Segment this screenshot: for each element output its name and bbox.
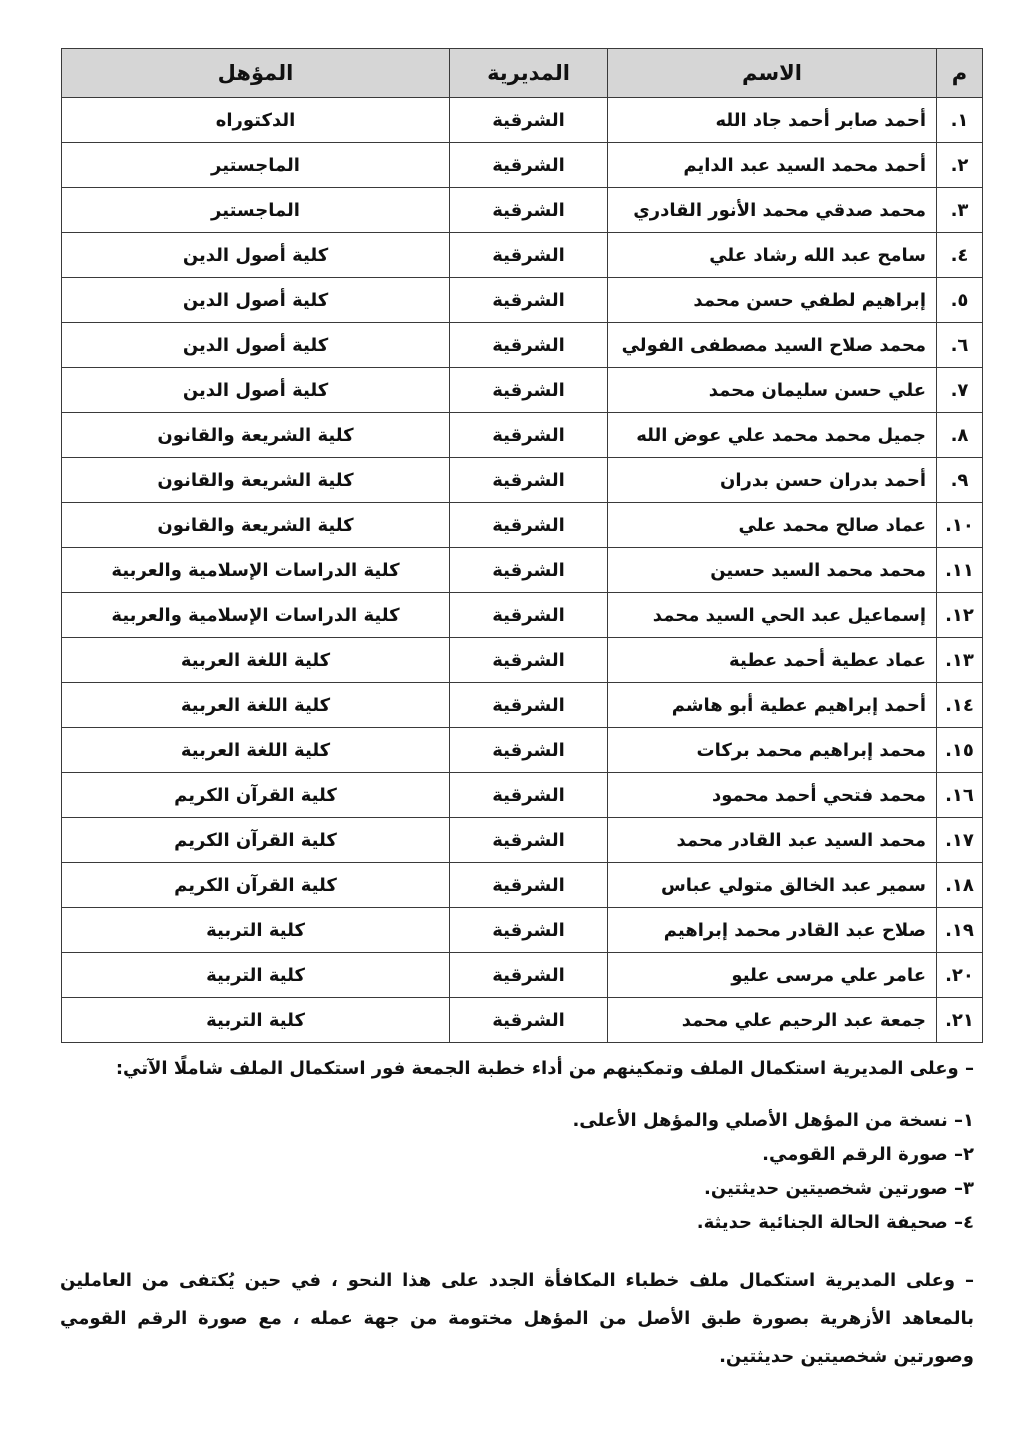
row-directorate: الشرقية: [450, 503, 608, 548]
row-directorate: الشرقية: [450, 233, 608, 278]
row-number: ١.: [937, 98, 983, 143]
row-qualification: كلية الشريعة والقانون: [62, 458, 450, 503]
table-body: [62, 98, 983, 1043]
row-number: ١٨.: [937, 863, 983, 908]
row-qualification: كلية أصول الدين: [62, 368, 450, 413]
row-qualification: كلية اللغة العربية: [62, 728, 450, 773]
row-number: ١٣.: [937, 638, 983, 683]
header-num: م: [937, 49, 983, 98]
row-directorate: الشرقية: [450, 818, 608, 863]
row-qualification: كلية الشريعة والقانون: [62, 503, 450, 548]
table-row: [62, 818, 983, 863]
row-qualification: الماجستير: [62, 188, 450, 233]
row-directorate: الشرقية: [450, 773, 608, 818]
row-number: ٣.: [937, 188, 983, 233]
row-number: ١٢.: [937, 593, 983, 638]
notes-intro: – وعلى المديرية استكمال الملف وتمكينهم من أداء خطبة الجمعة فور استكمال الملف شاملًا الآتي:: [115, 1058, 974, 1079]
row-qualification: كلية الدراسات الإسلامية والعربية: [62, 548, 450, 593]
row-name: محمد صلاح السيد مصطفى الفولي: [608, 323, 937, 368]
table-row: [62, 323, 983, 368]
row-directorate: الشرقية: [450, 188, 608, 233]
row-directorate: الشرقية: [450, 98, 608, 143]
requirements-list: [60, 1104, 974, 1240]
table-row: [62, 233, 983, 278]
preachers-table: [61, 48, 983, 1043]
row-directorate: الشرقية: [450, 683, 608, 728]
row-name: جمعة عبد الرحيم علي محمد: [608, 998, 937, 1043]
row-qualification: الماجستير: [62, 143, 450, 188]
row-number: ٩.: [937, 458, 983, 503]
row-qualification: كلية اللغة العربية: [62, 683, 450, 728]
row-directorate: الشرقية: [450, 728, 608, 773]
row-number: ١٦.: [937, 773, 983, 818]
row-number: ٢١.: [937, 998, 983, 1043]
table-row: [62, 953, 983, 998]
row-directorate: الشرقية: [450, 323, 608, 368]
row-directorate: الشرقية: [450, 953, 608, 998]
row-qualification: كلية القرآن الكريم: [62, 773, 450, 818]
table-row: [62, 773, 983, 818]
row-name: سمير عبد الخالق متولي عباس: [608, 863, 937, 908]
row-qualification: كلية التربية: [62, 998, 450, 1043]
table-row: [62, 413, 983, 458]
row-qualification: كلية أصول الدين: [62, 278, 450, 323]
row-number: ٤.: [937, 233, 983, 278]
row-number: ٨.: [937, 413, 983, 458]
row-number: ١٤.: [937, 683, 983, 728]
row-qualification: كلية الدراسات الإسلامية والعربية: [62, 593, 450, 638]
row-number: ١٠.: [937, 503, 983, 548]
row-qualification: كلية القرآن الكريم: [62, 863, 450, 908]
table-row: [62, 728, 983, 773]
row-name: إبراهيم لطفي حسن محمد: [608, 278, 937, 323]
table-row: [62, 548, 983, 593]
row-directorate: الشرقية: [450, 143, 608, 188]
row-name: محمد فتحي أحمد محمود: [608, 773, 937, 818]
row-name: محمد صدقي محمد الأنور القادري: [608, 188, 937, 233]
row-number: ١١.: [937, 548, 983, 593]
requirement-item: ٢– صورة الرقم القومي.: [762, 1144, 974, 1165]
table-row: [62, 863, 983, 908]
notes-section: [60, 1052, 974, 1376]
row-number: ٢٠.: [937, 953, 983, 998]
row-directorate: الشرقية: [450, 548, 608, 593]
row-directorate: الشرقية: [450, 638, 608, 683]
header-name: الاسم: [608, 49, 937, 98]
row-directorate: الشرقية: [450, 863, 608, 908]
row-directorate: الشرقية: [450, 908, 608, 953]
table-header-row: [62, 49, 983, 98]
row-number: ٦.: [937, 323, 983, 368]
row-name: محمد إبراهيم محمد بركات: [608, 728, 937, 773]
row-name: أحمد صابر أحمد جاد الله: [608, 98, 937, 143]
row-name: أحمد إبراهيم عطية أبو هاشم: [608, 683, 937, 728]
row-directorate: الشرقية: [450, 278, 608, 323]
notes-closing: – وعلى المديرية استكمال ملف خطباء المكافأة الجدد على هذا النحو ، في حين يُكتفى من العاملين بالمعاهد الأزهرية بصورة طبق الأصل من المؤهل مختومة من جهة عمله ، مع صورة الرقم القومي وصورتين شخصيتين حديثتين.: [60, 1270, 974, 1367]
row-name: أحمد بدران حسن بدران: [608, 458, 937, 503]
row-name: عامر علي مرسى عليو: [608, 953, 937, 998]
row-number: ٧.: [937, 368, 983, 413]
row-name: محمد محمد السيد حسين: [608, 548, 937, 593]
header-directorate: المديرية: [450, 49, 608, 98]
table-row: [62, 593, 983, 638]
table-row: [62, 368, 983, 413]
row-name: إسماعيل عبد الحي السيد محمد: [608, 593, 937, 638]
table-row: [62, 458, 983, 503]
table-row: [62, 998, 983, 1043]
requirement-item: ٤– صحيفة الحالة الجنائية حديثة.: [696, 1212, 974, 1233]
row-directorate: الشرقية: [450, 593, 608, 638]
table-row: [62, 638, 983, 683]
table-row: [62, 143, 983, 188]
row-number: ١٥.: [937, 728, 983, 773]
row-qualification: كلية الشريعة والقانون: [62, 413, 450, 458]
row-qualification: كلية التربية: [62, 908, 450, 953]
table-row: [62, 503, 983, 548]
row-name: سامح عبد الله رشاد علي: [608, 233, 937, 278]
table-row: [62, 188, 983, 233]
row-directorate: الشرقية: [450, 458, 608, 503]
row-name: عماد صالح محمد علي: [608, 503, 937, 548]
header-qualification: المؤهل: [62, 49, 450, 98]
table-row: [62, 683, 983, 728]
row-number: ١٩.: [937, 908, 983, 953]
row-qualification: كلية القرآن الكريم: [62, 818, 450, 863]
row-directorate: الشرقية: [450, 413, 608, 458]
row-number: ١٧.: [937, 818, 983, 863]
row-name: علي حسن سليمان محمد: [608, 368, 937, 413]
row-directorate: الشرقية: [450, 368, 608, 413]
table-row: [62, 908, 983, 953]
table-row: [62, 278, 983, 323]
row-qualification: كلية أصول الدين: [62, 233, 450, 278]
row-qualification: كلية أصول الدين: [62, 323, 450, 368]
row-qualification: كلية اللغة العربية: [62, 638, 450, 683]
row-number: ٢.: [937, 143, 983, 188]
row-directorate: الشرقية: [450, 998, 608, 1043]
row-name: محمد السيد عبد القادر محمد: [608, 818, 937, 863]
row-name: أحمد محمد السيد عبد الدايم: [608, 143, 937, 188]
requirement-item: ١– نسخة من المؤهل الأصلي والمؤهل الأعلى.: [572, 1110, 974, 1131]
row-number: ٥.: [937, 278, 983, 323]
row-name: صلاح عبد القادر محمد إبراهيم: [608, 908, 937, 953]
requirement-item: ٣– صورتين شخصيتين حديثتين.: [703, 1178, 974, 1199]
row-qualification: كلية التربية: [62, 953, 450, 998]
table-row: [62, 98, 983, 143]
row-name: عماد عطية أحمد عطية: [608, 638, 937, 683]
row-qualification: الدكتوراه: [62, 98, 450, 143]
row-name: جميل محمد محمد علي عوض الله: [608, 413, 937, 458]
